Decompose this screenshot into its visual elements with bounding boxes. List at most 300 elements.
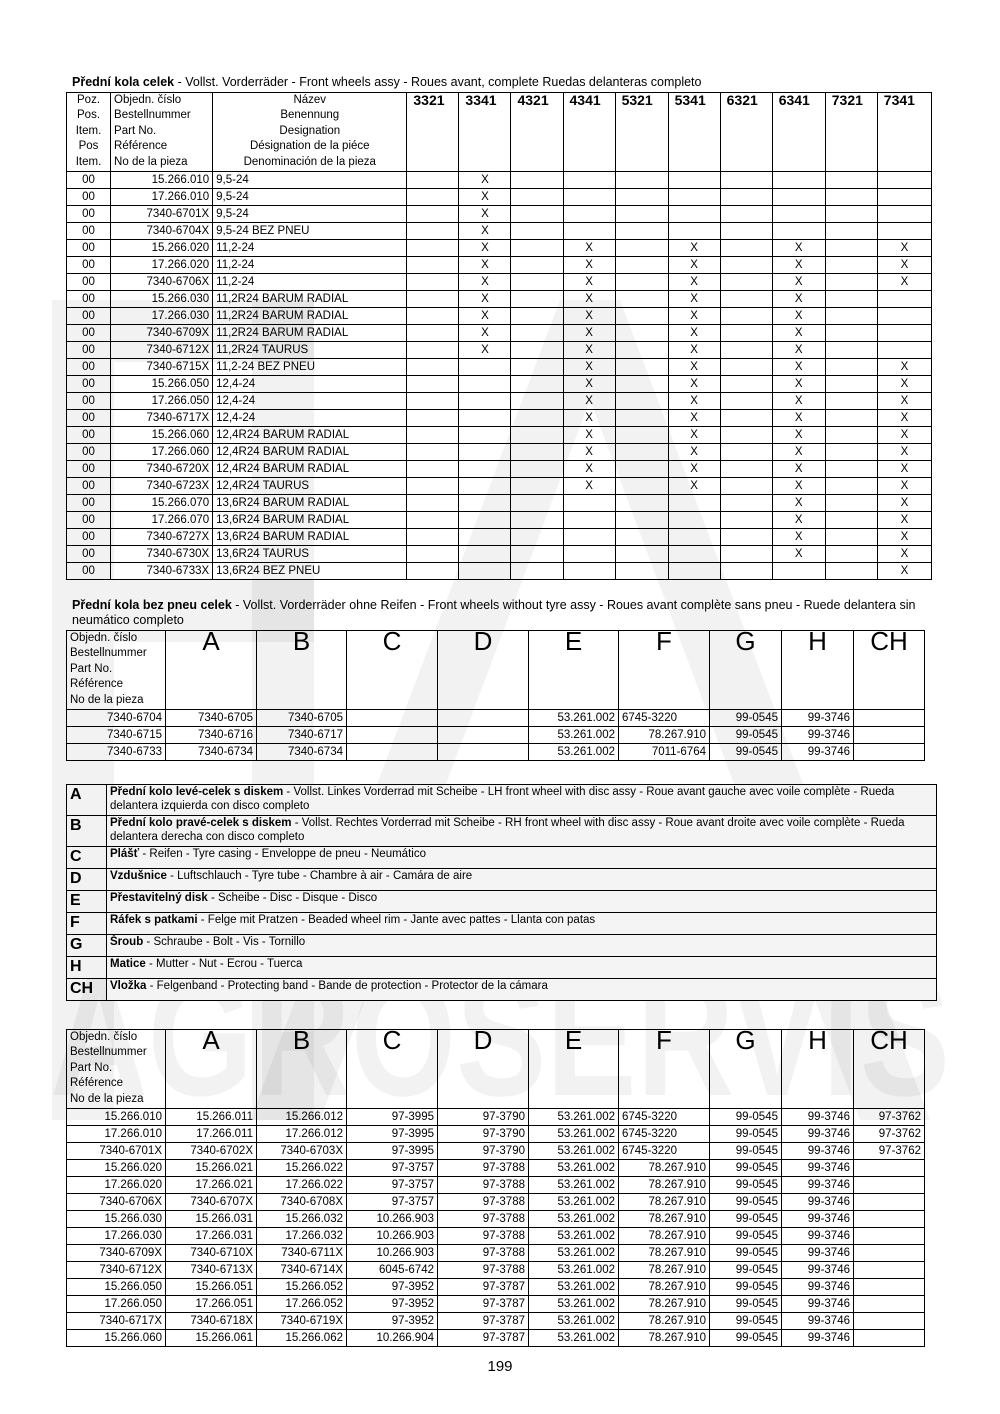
cell-model-mark [407, 529, 459, 546]
cell-model-mark: X [772, 291, 825, 308]
cell-model-mark [615, 223, 668, 240]
cell-model-mark [511, 172, 563, 189]
cell-model-mark: X [563, 444, 615, 461]
table-cell [438, 744, 529, 761]
cell-model-mark: X [877, 546, 931, 563]
cell-part-no: 15.266.030 [111, 291, 213, 308]
header-name-line: Denominación de la pieza [243, 155, 376, 168]
cell-model-mark [720, 325, 772, 342]
table-cell: 7340-6717 [257, 727, 347, 744]
table-cell: 99-0545 [710, 1143, 782, 1160]
table-cell: 99-3746 [782, 1313, 854, 1330]
cell-pos: 00 [67, 257, 111, 274]
header-model-4341: 4341 [563, 93, 615, 172]
cell-model-mark: X [459, 291, 511, 308]
table-cell: 99-3746 [782, 1126, 854, 1143]
table-row [67, 727, 925, 744]
cell-model-mark [459, 478, 511, 495]
cell-part-no: 17.266.060 [111, 444, 213, 461]
cell-model-mark [720, 223, 772, 240]
cell-model-mark [407, 325, 459, 342]
table-cell: 7340-6701X [67, 1143, 166, 1160]
cell-model-mark: X [668, 444, 720, 461]
cell-model-mark [407, 172, 459, 189]
cell-model-mark: X [772, 376, 825, 393]
table-cell: 97-3762 [854, 1109, 925, 1126]
header-model-3321: 3321 [407, 93, 459, 172]
cell-model-mark: X [668, 274, 720, 291]
cell-model-mark [877, 291, 931, 308]
table-cell: 17.266.010 [67, 1126, 166, 1143]
table-cell: 97-3788 [438, 1160, 529, 1177]
table-row [67, 274, 932, 291]
table-cell: 53.261.002 [529, 1160, 619, 1177]
cell-pos: 00 [67, 223, 111, 240]
table-cell: 99-0545 [710, 1194, 782, 1211]
header-col-c: C [347, 631, 438, 710]
legend-translations: - Vollst. Linkes Vorderrad mit Scheibe - LH front wheel with disc assy - Roue avant gauche avec voile complète - Rueda delantera izquierda con disco completo [110, 786, 895, 812]
cell-model-mark [615, 444, 668, 461]
table-cell: 7340-6705 [166, 710, 257, 727]
cell-model-mark [511, 529, 563, 546]
cell-part-no: 15.266.010 [111, 172, 213, 189]
cell-name: 11,2-24 [213, 240, 407, 257]
table-cell: 7340-6715 [67, 727, 166, 744]
table-cell [854, 1279, 925, 1296]
cell-model-mark [825, 427, 877, 444]
cell-model-mark [668, 529, 720, 546]
cell-model-mark [825, 444, 877, 461]
cell-model-mark [407, 342, 459, 359]
cell-model-mark [459, 529, 511, 546]
cell-model-mark [668, 546, 720, 563]
legend-translations: - Reifen - Tyre casing - Enveloppe de pneu - Neumático [139, 848, 426, 860]
table-cell: 17.266.032 [257, 1228, 347, 1245]
cell-pos: 00 [67, 342, 111, 359]
cell-model-mark [563, 495, 615, 512]
cell-part-no: 15.266.070 [111, 495, 213, 512]
cell-model-mark [407, 546, 459, 563]
legend-translations: - Mutter - Nut - Ecrou - Tuerca [145, 958, 303, 970]
legend-description [107, 869, 937, 891]
table-cell: 53.261.002 [529, 1143, 619, 1160]
table-cell: 78.267.910 [619, 1279, 710, 1296]
cell-name: 12,4R24 TAURUS [213, 478, 407, 495]
table-cell: 78.267.910 [619, 1296, 710, 1313]
cell-model-mark [668, 223, 720, 240]
header-model-5321: 5321 [615, 93, 668, 172]
table-cell: 99-0545 [710, 1177, 782, 1194]
cell-model-mark: X [563, 427, 615, 444]
cell-model-mark: X [459, 172, 511, 189]
cell-model-mark: X [668, 308, 720, 325]
header-col-a: A [166, 631, 257, 710]
legend-translations: - Schraube - Bolt - Vis - Tornillo [143, 936, 306, 948]
cell-part-no: 7340-6727X [111, 529, 213, 546]
table-cell: 15.266.022 [257, 1160, 347, 1177]
legend-description [107, 847, 937, 869]
cell-model-mark: X [668, 240, 720, 257]
legend-row [67, 957, 937, 979]
table-cell: 97-3787 [438, 1330, 529, 1347]
table-cell: 99-0545 [710, 744, 782, 761]
table-cell: 97-3762 [854, 1126, 925, 1143]
cell-model-mark [511, 495, 563, 512]
cell-model-mark: X [563, 325, 615, 342]
header-part-no [67, 631, 166, 710]
cell-model-mark [511, 410, 563, 427]
table-cell: 53.261.002 [529, 727, 619, 744]
cell-model-mark [877, 172, 931, 189]
table-cell [438, 727, 529, 744]
cell-model-mark [825, 410, 877, 427]
cell-model-mark [511, 274, 563, 291]
legend-description [107, 816, 937, 847]
legend-key: F [67, 913, 107, 935]
table-cell: 53.261.002 [529, 744, 619, 761]
table-cell: 78.267.910 [619, 727, 710, 744]
cell-part-no: 7340-6715X [111, 359, 213, 376]
table-row [67, 240, 932, 257]
cell-model-mark: X [877, 461, 931, 478]
table-cell: 7011-6764 [619, 744, 710, 761]
header-part-no-line: Objedn. číslo [114, 94, 182, 106]
legend-term: Plášť [110, 848, 140, 860]
cell-model-mark [615, 376, 668, 393]
cell-model-mark: X [772, 478, 825, 495]
table-cell: 97-3995 [347, 1109, 438, 1126]
header-col-f: F [619, 1030, 710, 1109]
cell-part-no: 17.266.070 [111, 512, 213, 529]
cell-model-mark [877, 223, 931, 240]
cell-model-mark: X [877, 512, 931, 529]
table-cell: 15.266.012 [257, 1109, 347, 1126]
table-cell: 99-0545 [710, 1279, 782, 1296]
table-cell: 99-3746 [782, 710, 854, 727]
header-part-no-line: Objedn. číslo [70, 632, 138, 644]
table-cell: 7340-6710X [166, 1245, 257, 1262]
table-cell: 7340-6703X [257, 1143, 347, 1160]
header-part-no-line: No de la pieza [70, 1092, 144, 1105]
table-row [67, 325, 932, 342]
table-cell: 99-3746 [782, 1262, 854, 1279]
cell-name: 13,6R24 TAURUS [213, 546, 407, 563]
table-cell [347, 710, 438, 727]
cell-model-mark [511, 478, 563, 495]
cell-name: 11,2-24 BEZ PNEU [213, 359, 407, 376]
table-cell: 78.267.910 [619, 1313, 710, 1330]
table-row [67, 410, 932, 427]
cell-model-mark [407, 223, 459, 240]
table-row [67, 1228, 925, 1245]
cell-model-mark [563, 529, 615, 546]
cell-pos: 00 [67, 478, 111, 495]
cell-model-mark [511, 291, 563, 308]
table-row [67, 461, 932, 478]
table-cell [854, 1296, 925, 1313]
header-part-no-line: Référence [114, 140, 168, 153]
table-cell: 78.267.910 [619, 1194, 710, 1211]
cell-model-mark [615, 291, 668, 308]
cell-name: 11,2-24 [213, 257, 407, 274]
cell-model-mark [772, 172, 825, 189]
header-col-b: B [257, 631, 347, 710]
cell-model-mark: X [668, 410, 720, 427]
header-pos-line: Item. [75, 155, 102, 168]
header-name-line: Benennung [280, 109, 340, 122]
table-cell: 97-3788 [438, 1194, 529, 1211]
cell-model-mark: X [772, 512, 825, 529]
table-cell: 53.261.002 [529, 1126, 619, 1143]
header-part-no-line: Part No. [114, 124, 157, 137]
cell-model-mark [407, 461, 459, 478]
table-cell: 53.261.002 [529, 1177, 619, 1194]
cell-model-mark [407, 563, 459, 580]
cell-model-mark [407, 257, 459, 274]
cell-model-mark: X [877, 240, 931, 257]
cell-model-mark: X [772, 427, 825, 444]
table-cell [854, 1330, 925, 1347]
cell-model-mark [720, 189, 772, 206]
cell-pos: 00 [67, 240, 111, 257]
table-row [67, 744, 925, 761]
header-pos-line: Pos [78, 140, 99, 153]
cell-model-mark [407, 308, 459, 325]
cell-model-mark [511, 563, 563, 580]
cell-model-mark [615, 257, 668, 274]
table-cell: 99-3746 [782, 1211, 854, 1228]
cell-model-mark: X [459, 206, 511, 223]
header-name-line: Désignation de la piéce [249, 140, 370, 153]
legend-description [107, 785, 937, 816]
legend-table [66, 784, 937, 1001]
cell-model-mark [720, 342, 772, 359]
table-cell: 99-0545 [710, 1228, 782, 1245]
cell-part-no: 7340-6730X [111, 546, 213, 563]
table-row [67, 478, 932, 495]
table-row [67, 1245, 925, 1262]
legend-term: Matice [110, 958, 146, 970]
cell-pos: 00 [67, 172, 111, 189]
cell-name: 9,5-24 [213, 206, 407, 223]
table-cell: 97-3787 [438, 1296, 529, 1313]
legend-term: Přední kolo pravé-celek s diskem [110, 817, 292, 829]
cell-pos: 00 [67, 512, 111, 529]
table-cell: 17.266.021 [166, 1177, 257, 1194]
cell-model-mark [615, 172, 668, 189]
table-row [67, 376, 932, 393]
cell-model-mark [825, 257, 877, 274]
cell-part-no: 7340-6704X [111, 223, 213, 240]
header-pos-line: Poz. [77, 94, 101, 106]
cell-model-mark [825, 274, 877, 291]
header-col-g: G [710, 1030, 782, 1109]
table-cell: 15.266.062 [257, 1330, 347, 1347]
cell-model-mark [877, 308, 931, 325]
table-cell: 53.261.002 [529, 1313, 619, 1330]
table-cell: 17.266.011 [166, 1126, 257, 1143]
cell-model-mark [563, 546, 615, 563]
cell-name: 12,4R24 BARUM RADIAL [213, 444, 407, 461]
cell-model-mark [511, 240, 563, 257]
table-cell: 15.266.011 [166, 1109, 257, 1126]
cell-model-mark [720, 563, 772, 580]
legend-translations: - Felgenband - Protecting band - Bande de protection - Protector de la cámara [146, 980, 548, 992]
cell-model-mark: X [459, 308, 511, 325]
table-cell: 7340-6711X [257, 1245, 347, 1262]
header-model-7341: 7341 [877, 93, 931, 172]
table-row [67, 393, 932, 410]
cell-model-mark [511, 223, 563, 240]
header-model-7321: 7321 [825, 93, 877, 172]
table-cell: 97-3757 [347, 1194, 438, 1211]
header-col-a: A [166, 1030, 257, 1109]
cell-model-mark [615, 274, 668, 291]
legend-key: B [67, 816, 107, 847]
table-cell: 97-3757 [347, 1160, 438, 1177]
header-name [213, 93, 407, 172]
cell-model-mark [772, 206, 825, 223]
table-cell: 78.267.910 [619, 1262, 710, 1279]
cell-model-mark [615, 495, 668, 512]
cell-model-mark [825, 240, 877, 257]
cell-model-mark: X [877, 529, 931, 546]
watermark-text: AGROSERVIS [50, 942, 950, 1132]
table-cell: 97-3952 [347, 1296, 438, 1313]
header-part-no-line: Bestellnummer [114, 109, 191, 122]
table-cell [854, 1262, 925, 1279]
cell-part-no: 7340-6712X [111, 342, 213, 359]
cell-model-mark [668, 189, 720, 206]
cell-model-mark: X [668, 325, 720, 342]
header-part-no-line: Bestellnummer [70, 647, 147, 660]
table-cell: 53.261.002 [529, 1296, 619, 1313]
table-row [67, 206, 932, 223]
table-cell: 15.266.020 [67, 1160, 166, 1177]
table-row [67, 1160, 925, 1177]
legend-row [67, 913, 937, 935]
header-part-no [67, 1030, 166, 1109]
cell-part-no: 17.266.010 [111, 189, 213, 206]
cell-model-mark [563, 189, 615, 206]
table-row [67, 512, 932, 529]
table-row [67, 529, 932, 546]
cell-model-mark [615, 325, 668, 342]
table-cell: 97-3790 [438, 1109, 529, 1126]
header-col-d: D [438, 1030, 529, 1109]
table-cell: 17.266.051 [166, 1296, 257, 1313]
table-cell: 97-3787 [438, 1279, 529, 1296]
cell-model-mark: X [877, 393, 931, 410]
header-col-e: E [529, 631, 619, 710]
legend-row [67, 891, 937, 913]
cell-model-mark: X [772, 529, 825, 546]
legend-key: G [67, 935, 107, 957]
header-part-no-line: Part No. [70, 662, 113, 675]
table-row [67, 1313, 925, 1330]
cell-model-mark [720, 495, 772, 512]
table-row [67, 495, 932, 512]
section2-heading-bold: Přední kola bez pneu celek [72, 598, 232, 612]
cell-model-mark: X [877, 563, 931, 580]
cell-model-mark: X [668, 461, 720, 478]
cell-model-mark: X [877, 495, 931, 512]
table-cell: 97-3788 [438, 1211, 529, 1228]
cell-model-mark [668, 495, 720, 512]
table-cell: 7340-6709X [67, 1245, 166, 1262]
cell-model-mark [720, 478, 772, 495]
table-cell [854, 1211, 925, 1228]
cell-model-mark [459, 427, 511, 444]
cell-model-mark [825, 359, 877, 376]
table-cell: 15.266.061 [166, 1330, 257, 1347]
table-cell: 7340-6704 [67, 710, 166, 727]
cell-pos: 00 [67, 546, 111, 563]
cell-model-mark [720, 291, 772, 308]
cell-model-mark: X [459, 342, 511, 359]
cell-name: 12,4R24 BARUM RADIAL [213, 427, 407, 444]
header-model-5341: 5341 [668, 93, 720, 172]
table-row [67, 359, 932, 376]
header-col-f: F [619, 631, 710, 710]
cell-model-mark [825, 206, 877, 223]
cell-model-mark [772, 563, 825, 580]
table-cell: 97-3790 [438, 1143, 529, 1160]
table-cell: 10.266.904 [347, 1330, 438, 1347]
cell-model-mark [407, 512, 459, 529]
cell-model-mark: X [668, 359, 720, 376]
table-cell: 53.261.002 [529, 1109, 619, 1126]
table-row [67, 1177, 925, 1194]
table-cell: 17.266.030 [67, 1228, 166, 1245]
cell-model-mark [825, 546, 877, 563]
table-cell: 97-3952 [347, 1279, 438, 1296]
cell-model-mark: X [459, 189, 511, 206]
cell-name: 9,5-24 [213, 172, 407, 189]
table-cell: 17.266.020 [67, 1177, 166, 1194]
header-pos-line: Item. [75, 124, 102, 137]
table-cell: 99-0545 [710, 1160, 782, 1177]
cell-model-mark [615, 410, 668, 427]
table-cell: 99-3746 [782, 1160, 854, 1177]
cell-pos: 00 [67, 529, 111, 546]
legend-description [107, 979, 937, 1001]
header-part-no-line: Référence [70, 678, 124, 691]
header-model-4321: 4321 [511, 93, 563, 172]
table-cell: 99-3746 [782, 744, 854, 761]
table-header-row [67, 93, 932, 172]
cell-model-mark [720, 512, 772, 529]
table-cell [438, 710, 529, 727]
cell-model-mark: X [668, 342, 720, 359]
table-row [67, 546, 932, 563]
table-cell: 7340-6708X [257, 1194, 347, 1211]
cell-model-mark: X [668, 427, 720, 444]
header-name-line: Název [293, 94, 327, 106]
cell-model-mark [668, 172, 720, 189]
cell-model-mark [720, 444, 772, 461]
table-cell: 7340-6716 [166, 727, 257, 744]
table-cell: 97-3790 [438, 1126, 529, 1143]
table-cell: 15.266.010 [67, 1109, 166, 1126]
table-cell: 99-0545 [710, 1313, 782, 1330]
table-row [67, 1279, 925, 1296]
cell-model-mark [720, 359, 772, 376]
section1-heading-rest: - Vollst. Vorderräder - Front wheels assy - Roues avant, complete Ruedas delanteras completo [174, 75, 702, 89]
table-cell [854, 1228, 925, 1245]
table-row [67, 189, 932, 206]
legend-term: Šroub [110, 936, 144, 948]
